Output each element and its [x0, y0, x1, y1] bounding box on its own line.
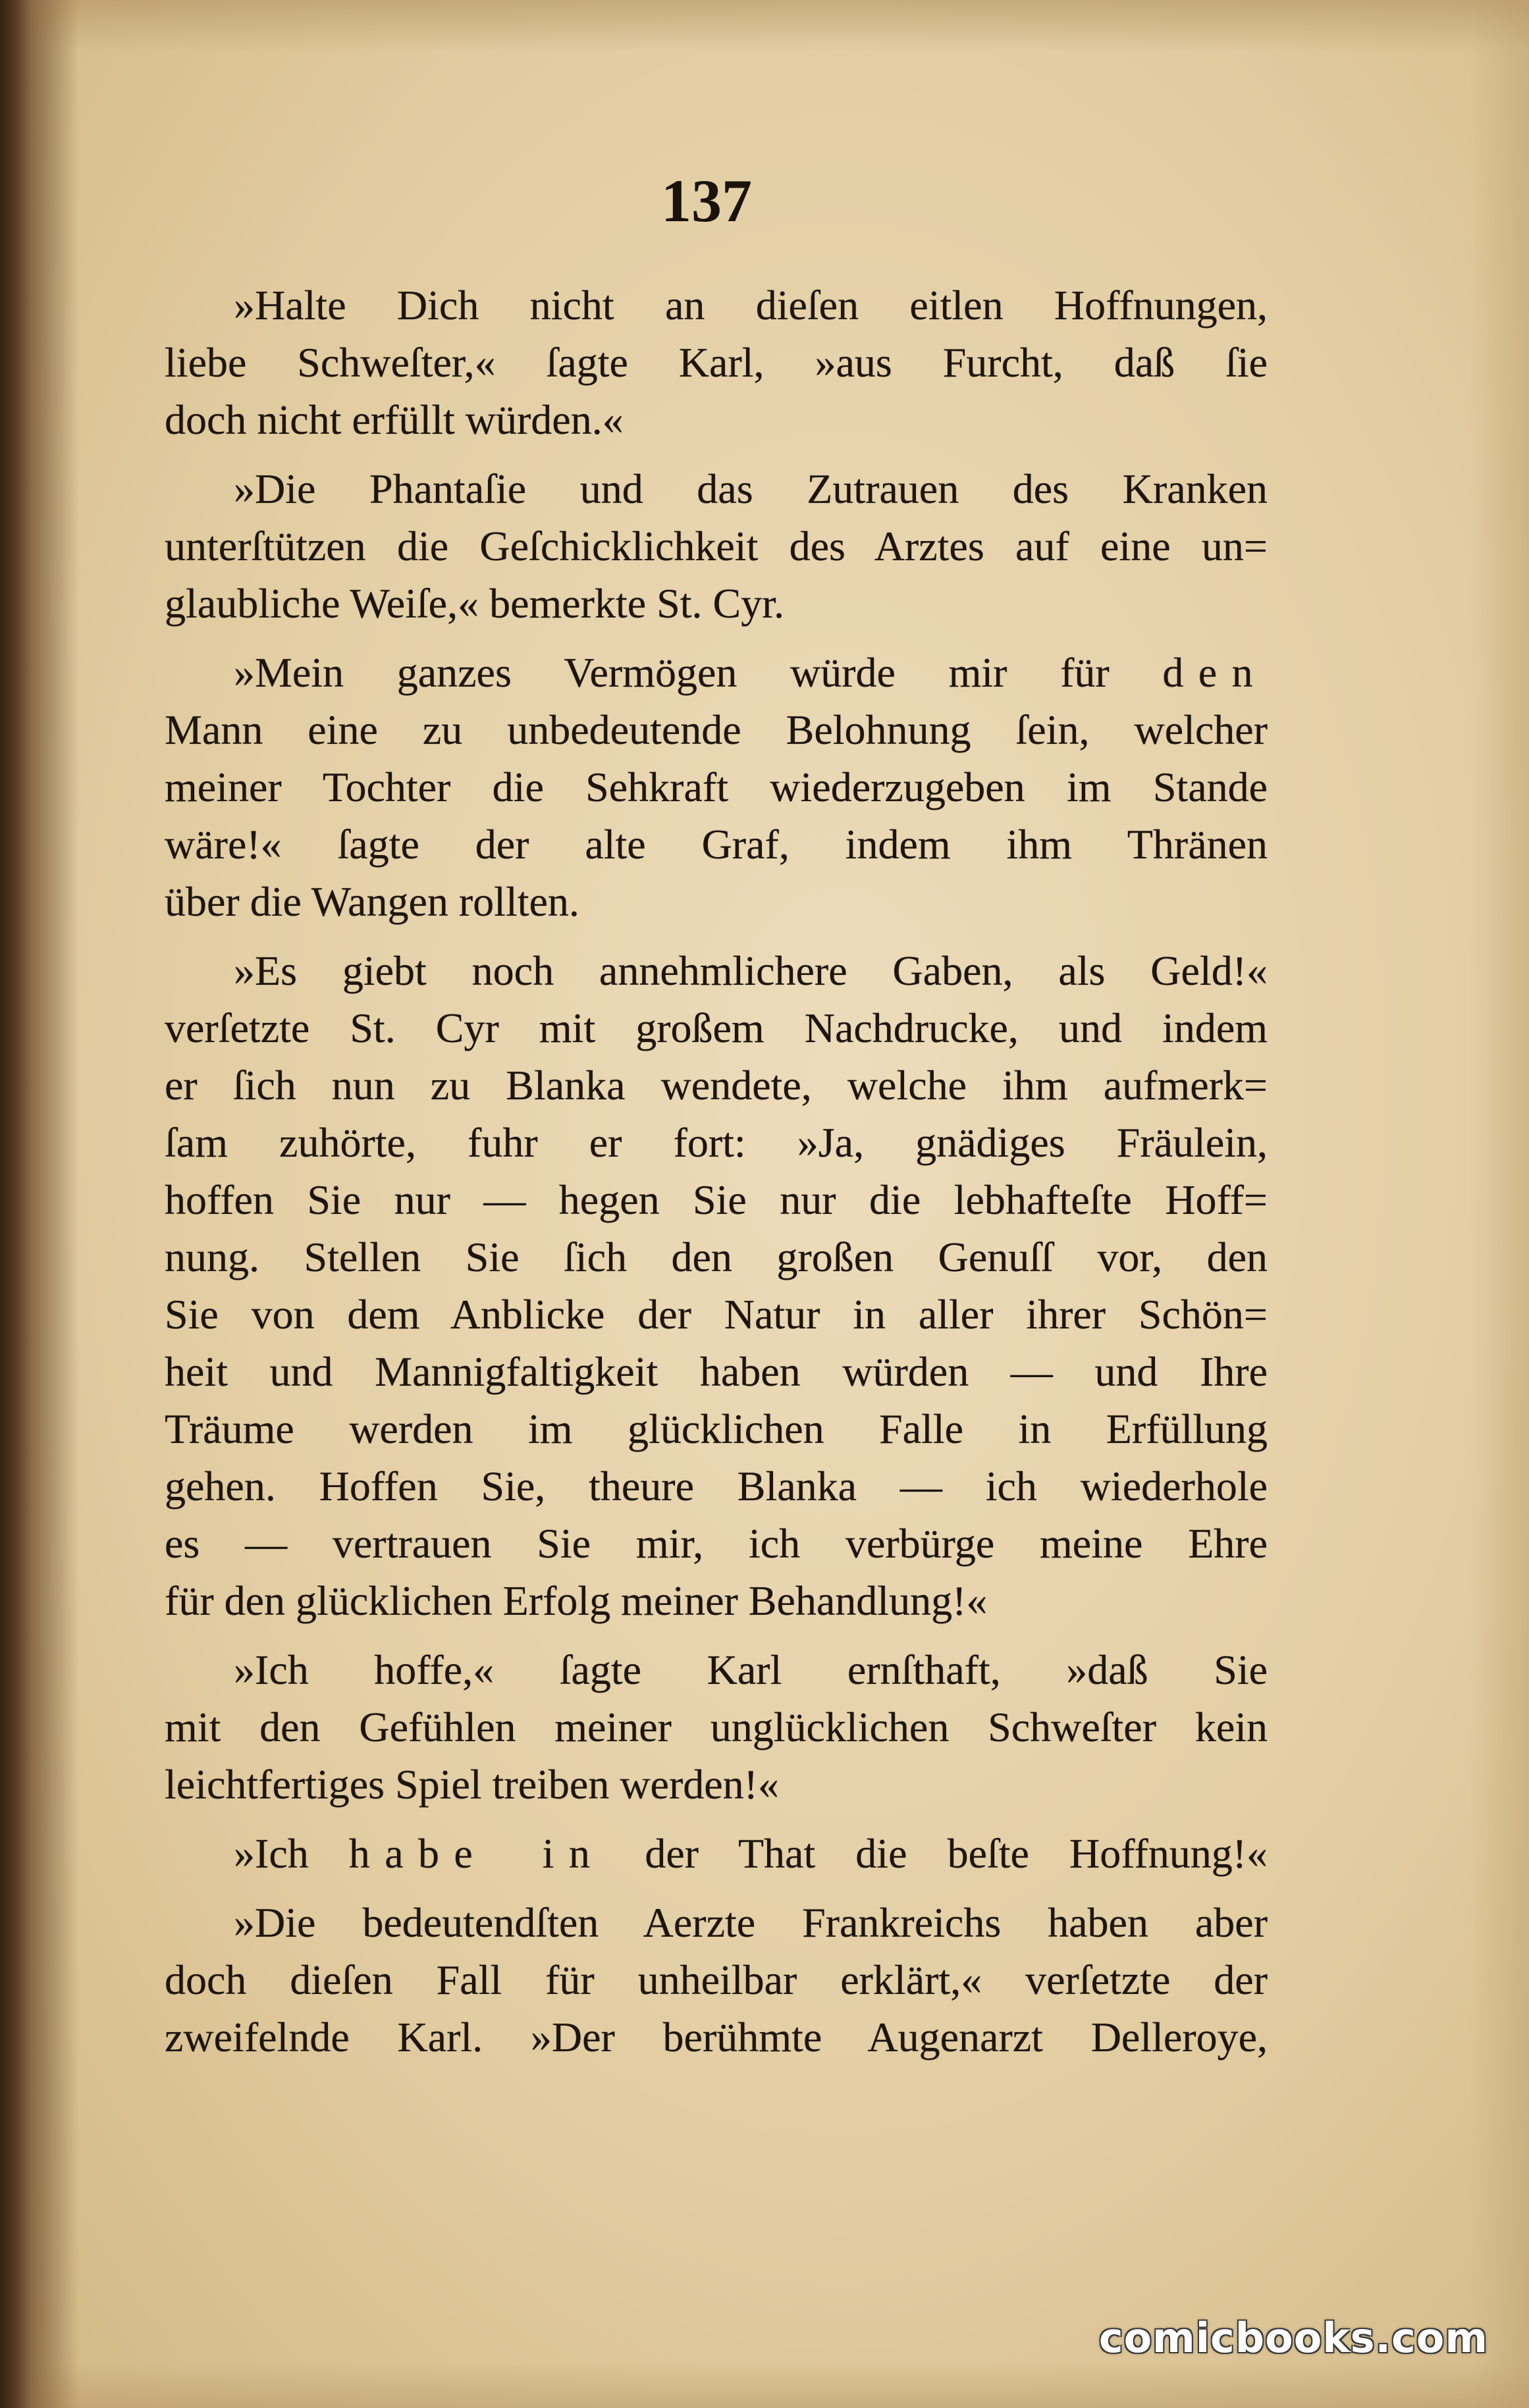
text-line: »Die bedeutendſten Aerzte Frankreichs haben aber: [234, 1899, 1268, 1946]
text-line: liebe Schweſter,« ſagte Karl, »aus Furcht, daß ſie: [165, 339, 1268, 386]
text-line: unterſtützen die Geſchicklichkeit des Arztes auf eine un=: [165, 523, 1268, 569]
text-line: nung. Stellen Sie ſich den großen Genuſſ vor, den: [165, 1234, 1268, 1280]
text-line: »Die Phantaſie und das Zutrauen des Kranken: [234, 465, 1268, 512]
spaced-text: den: [1162, 649, 1268, 696]
paragraph: [165, 644, 1268, 930]
text-line: doch nicht erfüllt würden.«: [165, 396, 624, 443]
paragraph: [165, 942, 1268, 1629]
text-segment: der That die beſte Hoffnung!«: [604, 1830, 1268, 1877]
text-line: meiner Tochter die Sehkraft wiederzugeben im Stande: [165, 764, 1268, 810]
text-line: [165, 1825, 1268, 1882]
paragraph: [165, 1825, 1268, 1882]
text-line: ſam zuhörte, fuhr er fort: »Ja, gnädiges Fräulein,: [165, 1119, 1268, 1166]
text-line: heit und Mannigfaltigkeit haben würden — und Ihre: [165, 1348, 1268, 1395]
text-line: leichtfertiges Spiel treiben werden!«: [165, 1761, 779, 1808]
text-line: er ſich nun zu Blanka wendete, welche ihm aufmerk=: [165, 1062, 1268, 1109]
text-line: hoffen Sie nur — hegen Sie nur die lebhafteſte Hoff=: [165, 1176, 1268, 1223]
watermark: comicbooks.com: [1098, 2314, 1488, 2362]
text-line: Träume werden im glücklichen Falle in Erfüllung: [165, 1405, 1268, 1452]
text-line: Sie von dem Anblicke der Natur in aller ihrer Schön=: [165, 1291, 1268, 1338]
paragraph: [165, 1641, 1268, 1813]
text-line: glaubliche Weiſe,« bemerkte St. Cyr.: [165, 580, 784, 627]
text-line: Mann eine zu unbedeutende Belohnung ſein, welcher: [165, 706, 1268, 753]
page-number: 137: [661, 167, 752, 234]
spaced-text: habe in: [348, 1830, 605, 1877]
text-line: es — vertrauen Sie mir, ich verbürge meine Ehre: [165, 1520, 1268, 1567]
text-line: gehen. Hoffen Sie, theure Blanka — ich wiederhole: [165, 1463, 1268, 1509]
text-line: verſetzte St. Cyr mit großem Nachdrucke, und indem: [165, 1005, 1268, 1051]
text-line: doch dieſen Fall für unheilbar erklärt,« verſetzte der: [165, 1956, 1268, 2003]
paragraph: [165, 276, 1268, 448]
text-line: für den glücklichen Erfolg meiner Behandlung!«: [165, 1577, 988, 1624]
text-line: »Ich hoffe,« ſagte Karl ernſthaft, »daß Sie: [234, 1646, 1268, 1693]
text-segment: »Ich: [234, 1830, 349, 1877]
paragraph: [165, 1894, 1268, 2066]
text-line: »Es giebt noch annehmlichere Gaben, als Geld!«: [234, 947, 1268, 994]
text-line: [165, 644, 1268, 701]
text-line: »Halte Dich nicht an dieſen eitlen Hoffnungen,: [234, 282, 1268, 328]
text-line: über die Wangen rollten.: [165, 878, 579, 925]
body-text: [165, 276, 1268, 2066]
text-line: mit den Gefühlen meiner unglücklichen Schweſter kein: [165, 1704, 1268, 1750]
text-line: wäre!« ſagte der alte Graf, indem ihm Thränen: [165, 821, 1268, 868]
text-segment: »Mein ganzes Vermögen würde mir für: [234, 649, 1163, 696]
text-line: zweifelnde Karl. »Der berühmte Augenarzt Delleroye,: [165, 2014, 1268, 2060]
paragraph: [165, 460, 1268, 632]
